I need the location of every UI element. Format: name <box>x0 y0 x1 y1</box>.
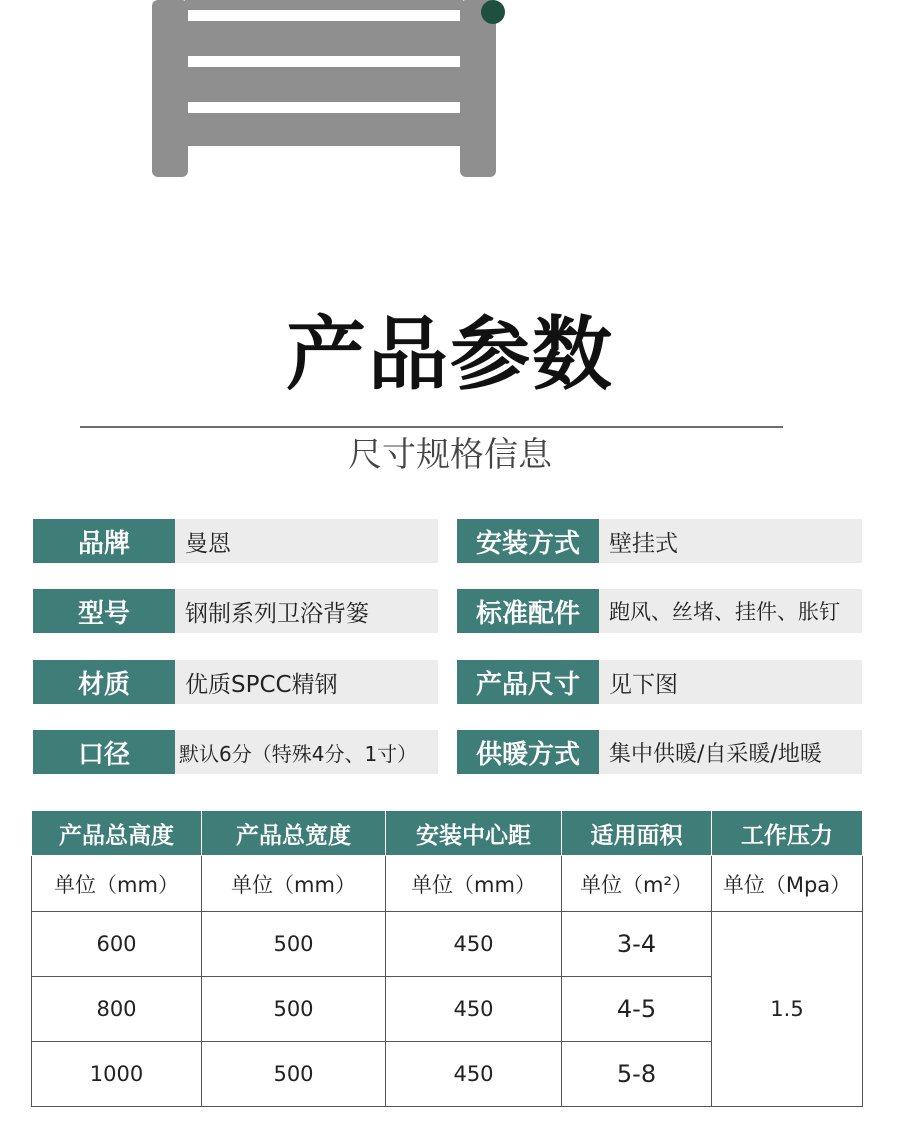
radiator-valve-icon <box>481 0 505 24</box>
header-total-height: 产品总高度 <box>32 811 202 856</box>
unit-cell: 单位（mm） <box>202 856 386 912</box>
header-working-pressure: 工作压力 <box>712 811 863 856</box>
spec-label: 口径 <box>33 730 175 774</box>
table-cell: 5-8 <box>562 1042 712 1107</box>
spec-value: 曼恩 <box>185 530 231 557</box>
title-divider <box>80 426 783 428</box>
table-cell: 3-4 <box>562 912 712 977</box>
header-total-width: 产品总宽度 <box>202 811 386 856</box>
dimension-table <box>31 810 863 1107</box>
spec-value: 跑风、丝堵、挂件、胀钉 <box>609 600 840 624</box>
spec-label: 品牌 <box>33 519 175 563</box>
spec-product-size <box>457 660 862 704</box>
unit-cell: 单位（Mpa） <box>712 856 863 912</box>
radiator-bar-4 <box>185 113 463 146</box>
header-center-distance: 安装中心距 <box>386 811 562 856</box>
table-cell: 450 <box>386 977 562 1042</box>
unit-cell: 单位（m²） <box>562 856 712 912</box>
spec-accessories <box>457 589 862 633</box>
spec-brand <box>33 519 438 563</box>
table-cell: 500 <box>202 977 386 1042</box>
table-cell: 800 <box>32 977 202 1042</box>
table-unit-row <box>32 856 863 912</box>
spec-value: 集中供暖/自采暖/地暖 <box>609 741 822 767</box>
table-cell: 500 <box>202 1042 386 1107</box>
radiator-bar-2 <box>185 21 463 56</box>
table-header-row <box>32 811 863 856</box>
spec-value: 壁挂式 <box>609 530 678 557</box>
spec-model <box>33 589 438 633</box>
radiator-right-post <box>460 0 496 177</box>
pressure-cell: 1.5 <box>712 912 863 1107</box>
table-cell: 500 <box>202 912 386 977</box>
spec-value: 钢制系列卫浴背篓 <box>185 600 369 627</box>
page-title: 产品参数 <box>286 308 614 401</box>
unit-cell: 单位（mm） <box>32 856 202 912</box>
radiator-left-post <box>152 0 188 177</box>
radiator-illustration <box>0 0 900 200</box>
spec-heating-method <box>457 730 862 774</box>
spec-label: 安装方式 <box>457 519 599 563</box>
table-cell: 450 <box>386 912 562 977</box>
table-row <box>32 912 863 977</box>
unit-cell: 单位（mm） <box>386 856 562 912</box>
page-subtitle: 尺寸规格信息 <box>348 435 552 475</box>
table-cell: 600 <box>32 912 202 977</box>
spec-label: 材质 <box>33 660 175 704</box>
radiator-bar-3 <box>185 67 463 102</box>
table-cell: 4-5 <box>562 977 712 1042</box>
spec-material <box>33 660 438 704</box>
spec-label: 产品尺寸 <box>457 660 599 704</box>
header-applicable-area: 适用面积 <box>562 811 712 856</box>
spec-label: 供暖方式 <box>457 730 599 774</box>
spec-value: 见下图 <box>609 671 678 698</box>
spec-caliber <box>33 730 438 774</box>
table-cell: 1000 <box>32 1042 202 1107</box>
spec-label: 标准配件 <box>457 589 599 633</box>
spec-value: 默认6分（特殊4分、1寸） <box>179 741 418 766</box>
spec-install-method <box>457 519 862 563</box>
table-cell: 450 <box>386 1042 562 1107</box>
spec-value: 优质SPCC精钢 <box>185 671 338 698</box>
spec-label: 型号 <box>33 589 175 633</box>
radiator-bar-1 <box>185 0 463 10</box>
